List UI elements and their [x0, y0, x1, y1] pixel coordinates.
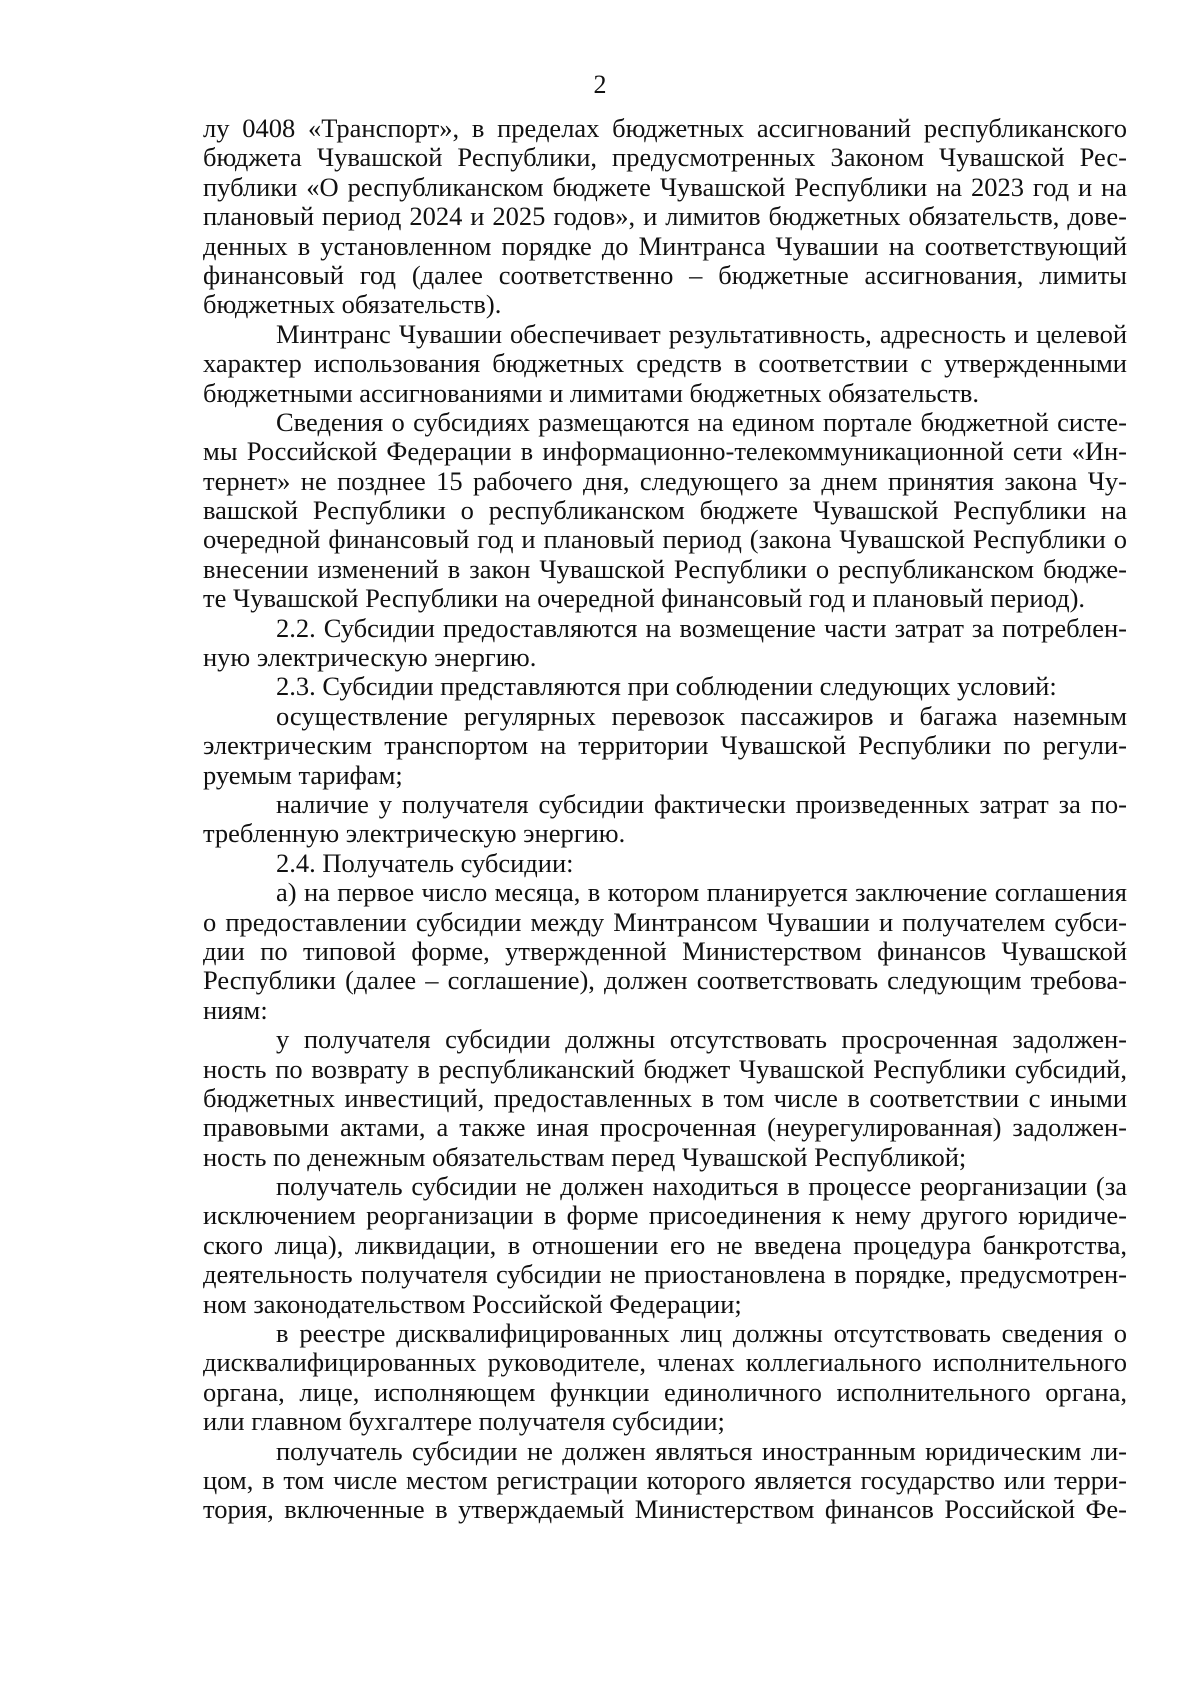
text-line: ную электрическую энергию. [203, 642, 537, 673]
text-line: финансовый год (далее соответственно – бюджетные ассигнования, лимиты [203, 259, 1127, 290]
paragraph [203, 320, 1127, 408]
paragraph [203, 1172, 1127, 1319]
paragraph [203, 790, 1127, 849]
text-line: деятельность получателя субсидии не приостановлена в порядке, предусмотрен- [203, 1259, 1127, 1290]
text-line: ность по возврату в республиканский бюджет Чувашской Республики субсидий, [203, 1053, 1127, 1084]
text-line: очередной финансовый год и плановый период (закона Чувашской Республики о [203, 524, 1127, 555]
text-line: Минтранс Чувашии обеспечивает результативность, адресность и целевой [276, 318, 1127, 349]
text-line: ность по денежным обязательствам перед Чувашской Республикой; [203, 1141, 967, 1172]
text-line: Республики (далее – соглашение), должен соответствовать следующим требова- [203, 965, 1127, 996]
document-body [203, 114, 1127, 1525]
text-line: органа, лице, исполняющем функции единоличного исполнительного органа, [203, 1376, 1127, 1407]
text-line: у получателя субсидии должны отсутствовать просроченная задолжен- [276, 1024, 1127, 1055]
text-line: наличие у получателя субсидии фактически произведенных затрат за по- [276, 788, 1127, 819]
text-line: 2.4. Получатель субсидии: [276, 847, 574, 878]
text-line: публики «О республиканском бюджете Чувашской Республики на 2023 год и на [203, 171, 1127, 202]
text-line: бюджетных инвестиций, предоставленных в том числе в соответствии с иными [203, 1082, 1127, 1113]
text-line: бюджета Чувашской Республики, предусмотренных Законом Чувашской Рес- [203, 142, 1127, 173]
text-line: мы Российской Федерации в информационно-телекоммуникационной сети «Ин- [203, 436, 1127, 467]
text-line: денных в установленном порядке до Минтранса Чувашии на соответствующий [203, 230, 1127, 261]
page-number: 2 [593, 70, 607, 99]
text-line: характер использования бюджетных средств в соответствии с утвержденными [203, 348, 1127, 379]
text-line: руемым тарифам; [203, 759, 403, 790]
text-line: дии по типовой форме, утвержденной Министерством финансов Чувашской [203, 935, 1127, 966]
text-line: в реестре дисквалифицированных лиц должны отсутствовать сведения о [276, 1318, 1127, 1349]
text-line: дисквалифицированных руководителе, членах коллегиального исполнительного [203, 1347, 1127, 1378]
paragraph [203, 1437, 1127, 1525]
text-line: или главном бухгалтере получателя субсидии; [203, 1406, 725, 1437]
text-line: Сведения о субсидиях размещаются на едином портале бюджетной систе- [276, 406, 1127, 437]
paragraph [203, 672, 1127, 701]
paragraph [203, 1025, 1127, 1172]
text-line: о предоставлении субсидии между Минтрансом Чувашии и получателем субси- [203, 906, 1127, 937]
text-line: получатель субсидии не должен находиться в процессе реорганизации (за [276, 1171, 1127, 1202]
paragraph [203, 702, 1127, 790]
paragraph [203, 878, 1127, 1025]
text-line: внесении изменений в закон Чувашской Республики о республиканском бюдже- [203, 553, 1127, 584]
text-line: ном законодательством Российской Федерации; [203, 1288, 742, 1319]
text-line: 2.2. Субсидии предоставляются на возмещение части затрат за потреблен- [276, 612, 1127, 643]
text-line: а) на первое число месяца, в котором планируется заключение соглашения [276, 877, 1127, 908]
text-line: ниям: [203, 994, 268, 1025]
text-line: цом, в том числе местом регистрации которого является государство или терри- [203, 1464, 1127, 1495]
text-line: вашской Республики о республиканском бюджете Чувашской Республики на [203, 495, 1127, 526]
text-line: лу 0408 «Транспорт», в пределах бюджетных ассигнований республиканского [203, 113, 1127, 143]
text-line: осуществление регулярных перевозок пассажиров и багажа наземным [276, 700, 1127, 731]
text-line: исключением реорганизации в форме присоединения к нему другого юридиче- [203, 1200, 1127, 1231]
text-line: бюджетных обязательств). [203, 289, 502, 320]
paragraph [203, 849, 1127, 878]
paragraph [203, 408, 1127, 614]
paragraph [203, 114, 1127, 320]
text-line: электрическим транспортом на территории Чувашской Республики по регули- [203, 730, 1127, 761]
paragraph [203, 614, 1127, 673]
text-line: правовыми актами, а также иная просроченная (неурегулированная) задолжен- [203, 1112, 1127, 1143]
paragraph [203, 1319, 1127, 1437]
text-line: плановый период 2024 и 2025 годов», и лимитов бюджетных обязательств, дове- [203, 201, 1127, 232]
text-line: бюджетными ассигнованиями и лимитами бюджетных обязательств. [203, 377, 980, 408]
text-line: те Чувашской Республики на очередной финансовый год и плановый период). [203, 583, 1086, 614]
text-line: тория, включенные в утверждаемый Министерством финансов Российской Фе- [203, 1494, 1127, 1525]
text-line: требленную электрическую энергию. [203, 818, 626, 849]
text-line: получатель субсидии не должен являться иностранным юридическим ли- [276, 1435, 1127, 1466]
text-line: тернет» не позднее 15 рабочего дня, следующего за днем принятия закона Чу- [203, 465, 1127, 496]
text-line: ского лица), ликвидации, в отношении его не введена процедура банкротства, [203, 1229, 1127, 1260]
text-line: 2.3. Субсидии представляются при соблюдении следующих условий: [276, 671, 1057, 702]
